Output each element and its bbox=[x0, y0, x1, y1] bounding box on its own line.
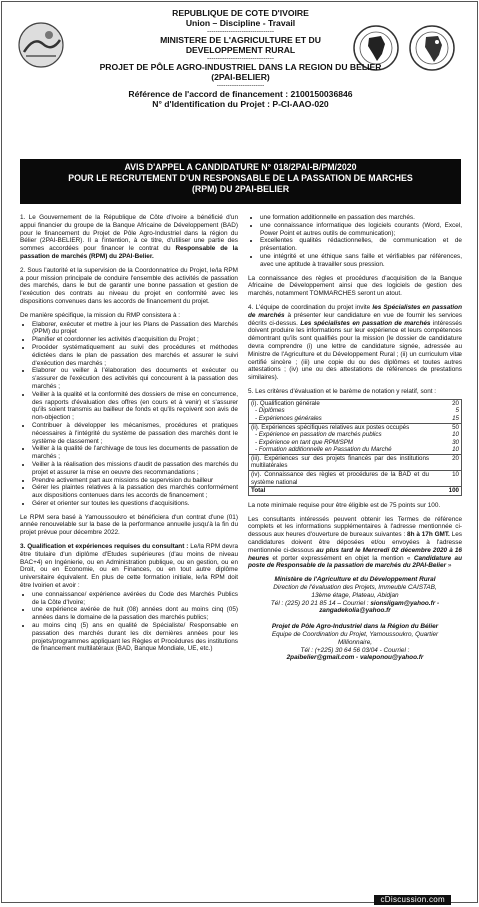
notice-title-banner bbox=[20, 159, 461, 204]
contact-address: Direction de l'évaluation des Projets, Immeuble CAISTAB, bbox=[273, 584, 437, 592]
list-item: • Contribuer à développer les mécanismes, procédures et pratiques nécessaires à l'intégrité du système de passation des marchés dont le système de classement ; bbox=[32, 422, 238, 445]
contact-phone-email: Tél : (225) 20 21 85 14 – Courriel : sionsligam@yahoo.fr - bbox=[270, 599, 440, 607]
contact-address: Millionnaire, bbox=[337, 638, 373, 646]
criterion-points: 10 bbox=[452, 431, 459, 439]
tasks-intro: De manière spécifique, la mission du RMP consistera à : bbox=[20, 311, 181, 319]
table-row bbox=[249, 431, 462, 439]
criterion-label: (ii). Expériences spécifiques relatives aux postes occupés bbox=[249, 423, 432, 431]
criterion-points: 30 bbox=[452, 438, 459, 446]
list-item: • Elaborer, exécuter et mettre à jour les Plans de Passation des Marchés (PPM) du projet bbox=[32, 321, 238, 337]
qualifications-list bbox=[20, 591, 238, 653]
list-item: • une formation additionnelle en passation des marchés. bbox=[260, 214, 462, 222]
right-column bbox=[248, 214, 462, 670]
contact-email[interactable]: zangadekolia@yahoo.fr bbox=[319, 607, 391, 615]
list-item: • Gérer et orienter sur toutes les questions d'acquisitions. bbox=[32, 500, 238, 508]
criterion-label: - Expériences générales bbox=[255, 414, 322, 422]
criterion-label: Total bbox=[249, 487, 432, 496]
list-item: • Elaborer ou veiller à l'élaboration des documents et exécuter ou s'assurer de l'exécution des activités qui concourent à la passation des marchés ; bbox=[32, 367, 238, 390]
section-1: 1. Le Gouvernement de la République de Côte d'Ivoire a bénéficié d'un appui financier du groupe de la Banque Africaine de Développement (BAD) pour le financement du Projet de Pôle Agro-Industriel dans la région du Bélier (2PAI-BELIER). Il a l'intention, à ce titre, d'utiliser une partie des sommes accordées pour financer le contrat du Responsable de la passation de marchés (RPM) du 2PAI-Belier. bbox=[20, 214, 238, 260]
criterion-label: - Formation additionnelle en Passation du Marché bbox=[255, 446, 392, 454]
banner-line-2: POUR LE RECRUTEMENT D'UN RESPONSABLE DE LA PASSATION DE MARCHES bbox=[68, 173, 413, 183]
contact-project bbox=[248, 623, 462, 662]
contact-phone: Tél : (+225) 30 64 56 03/04 - Courriel : bbox=[300, 646, 410, 654]
criterion-points: 10 bbox=[431, 471, 462, 487]
table-row bbox=[249, 471, 462, 487]
separator: ------------------------------- bbox=[206, 55, 275, 62]
financing-reference: Référence de l'accord de financement : 2100150036846 bbox=[128, 89, 353, 99]
table-row bbox=[249, 487, 462, 496]
list-item: • Veiller à la réalisation des missions d'audit de passation des marchés du projet et assurer la mise en oeuvre des recommandations ; bbox=[32, 461, 238, 477]
contact-title: Projet de Pôle Agro-Industriel dans la Région du Bélier bbox=[271, 623, 439, 631]
criterion-label: - Diplômes bbox=[255, 407, 285, 415]
section-5: 5. Les critères d'évaluation et le barème de notation y relatif, sont : bbox=[248, 387, 437, 395]
list-item: • Planifier et coordonner les activités d'acquisition du Projet ; bbox=[32, 336, 238, 344]
tasks-list bbox=[20, 321, 238, 508]
section-3: 3. Qualification et expériences requises du consultant : Le/la RPM devra être titulaire d'un diplôme d'Etudes supérieures (d'au moins de niveau BAC+4) en Ingénierie, ou en Administration publique, ou en gestion, ou en Droit, ou en Economie, ou en Finances, ou en tout autre diplôme universitaire équivalent. En plus de cette formation initiale, le/la RPM doit être Ivoirien et avoir : bbox=[20, 543, 238, 590]
list-item: • au moins cinq (5) ans en qualité de Spécialiste/ Responsable en passation des marchés durant les dix dernières années pour les projets/programmes appliquant les Règles et Procédures des institutions de financement multilatéraux (BAD, Banque Mondiale, UE, etc.) bbox=[32, 622, 238, 653]
table-row bbox=[249, 454, 462, 470]
project-id: N° d'Identification du Projet : P-CI-AAO-020 bbox=[152, 99, 329, 109]
criterion-points: 15 bbox=[452, 414, 459, 422]
watermark-footer bbox=[2, 889, 479, 907]
contact-title: Ministère de l'Agriculture et du Développement Rural bbox=[274, 576, 436, 584]
list-item: • Procéder systématiquement au suivi des procédures et méthodes édictées dans le plan de passation des marchés et assurer le suivi d'exécution des marchés ; bbox=[32, 344, 238, 367]
criterion-label: - Expérience en passation de marchés publics bbox=[255, 431, 382, 439]
table-row bbox=[249, 446, 462, 454]
list-item: • une intégrité et une éthique sans faille et vérifiables par références, avec une aptitude à travailler sous pression. bbox=[260, 253, 462, 269]
contact-ministry bbox=[248, 576, 462, 615]
bad-knowledge-note: La connaissance des règles et procédures d'acquisition de la Banque Africaine de Développement ainsi que des logiciels de gestion des marchés, notamment TOMMARCHES seront un atout. bbox=[248, 274, 462, 298]
republic-line: REPUBLIQUE DE COTE D'IVOIRE bbox=[172, 8, 309, 18]
section-4: 4. L'équipe de coordination du projet invite les Spécialistes en passation de marchés à présenter leur candidature en vue de fournir les services décrits ci-dessus. Les spécialistes en passation de marchés intéressés doivent produire les informations sur leur expérience et leurs compétences démontrant qu'ils sont qualifiés pour la mission (le dossier de candidature devra comprendre (i) une lettre de candidature signée, adressée au Ministre de l'Agriculture et du Développement Rural ; (ii) un curriculum vitæ certifié sincère ; (iii) une copie du ou des diplômes et toutes autres attestations ; (iv) une ou des attestations de références de prestations similaires). bbox=[248, 303, 462, 382]
table-row bbox=[249, 423, 462, 431]
project-line-2: (2PAI-BELIER) bbox=[211, 72, 270, 82]
contract-terms: Le RPM sera basé à Yamoussoukro et bénéficiera d'un contrat d'une (01) année renouvelable sur la base de la performance annuelle jusqu'à la fin du projet prévue pour décembre 2022. bbox=[20, 513, 238, 537]
section-2: 2. Sous l'autorité et la supervision de la Coordonnatrice du Projet, le/la RPM a pour mission principale de conduire l'ensemble des activités de passation des marchés, dans le but de garantir une bonne passation et gestion de l'exécution des contrats au niveau du projet en conformité avec les dispositions convenues dans les accords de financement du projet. bbox=[20, 266, 238, 305]
criterion-label: (i). Qualification générale bbox=[251, 399, 320, 407]
min-score-note: La note minimale requise pour être éligible est de 75 points sur 100. bbox=[248, 501, 441, 509]
contact-address: Equipe de Coordination du Projet, Yamoussoukro, Quartier bbox=[271, 631, 439, 639]
list-item: • Veiller à la qualité et la conformité des dossiers de mise en concurrence, des rapports d'évaluation des offres (en cours et à venir) et s'assurer qu'ils soient transmis au bailleur de fonds et qu'ils reçoivent son avis de non-objection ; bbox=[32, 391, 238, 422]
qualifications-list-cont bbox=[248, 214, 462, 269]
tender-notice-page bbox=[1, 1, 478, 903]
criterion-points: 20 bbox=[452, 399, 459, 407]
list-item: • Gérer les plaintes relatives à la passation des marchés conformément aux dispositions contenues dans les accords de financement ; bbox=[32, 484, 238, 500]
criterion-label: (iii). Expériences sur des projets financés par des institutions multilatérales bbox=[249, 454, 432, 470]
project-line-1: PROJET DE PÔLE AGRO-INDUSTRIEL DANS LA REGION DU BELIER bbox=[99, 62, 382, 72]
document-header bbox=[2, 8, 479, 109]
criterion-points: 50 bbox=[431, 423, 462, 431]
criterion-points: 10 bbox=[452, 446, 459, 454]
table-row bbox=[249, 439, 462, 447]
criterion-label: (iv). Connaissance des règles et procédures de la BAD et du système national bbox=[249, 471, 432, 487]
criterion-points: 100 bbox=[431, 487, 462, 496]
criterion-points: 20 bbox=[431, 454, 462, 470]
separator: ---------------------- bbox=[216, 82, 265, 89]
list-item: • Excellentes qualités rédactionnelles, de communication et de présentation. bbox=[260, 237, 462, 253]
banner-line-1: AVIS D'APPEL A CANDIDATURE N° 018/2PAI-B/PM/2020 bbox=[124, 162, 357, 172]
list-item: • Prendre activement part aux missions de supervision du bailleur bbox=[32, 477, 238, 485]
ministry-line-1: MINISTERE DE L'AGRICULTURE ET DU bbox=[160, 35, 321, 45]
table-row bbox=[249, 407, 462, 415]
criterion-points: 5 bbox=[455, 407, 459, 415]
contact-email[interactable]: 2paibelier@gmail.com - valeponou@yahoo.fr bbox=[286, 654, 424, 662]
separator: ------------------------------- bbox=[206, 28, 275, 35]
criterion-label: - Expérience en tant que RPM/SPM bbox=[255, 438, 354, 446]
list-item: • une connaissance/ expérience avérées du Code des Marchés Publics de la Côte d'Ivoire; bbox=[32, 591, 238, 607]
list-item: • une connaissance informatique des logiciels courants (Word, Excel, Power Point et autres outils de communication); bbox=[260, 222, 462, 238]
ministry-line-2: DEVELOPPEMENT RURAL bbox=[185, 45, 296, 55]
site-watermark[interactable]: cDiscussion.com bbox=[374, 895, 451, 905]
table-row bbox=[249, 415, 462, 423]
table-row bbox=[249, 399, 462, 407]
motto-line: Union – Discipline - Travail bbox=[185, 18, 296, 28]
submission-instructions: Les consultants intéressés peuvent obtenir les Termes de référence complets et les informations supplémentaires à l'adresse mentionnée ci-dessous aux heures d'ouverture de bureaux suivantes : 8h à 17h GMT. Les candidatures doivent être déposées et/ou envoyées à l'adresse mentionnée ci-dessous au plus tard le Mercredi 02 décembre 2020 à 16 heures et porter expressément en objet la mention « Candidature au poste de Responsable de la passation de marchés du 2PAI-Belier » bbox=[248, 515, 462, 570]
list-item: • une expérience avérée de huit (08) années dont au moins cinq (05) années dans le domaine de la passation des marchés publics; bbox=[32, 606, 238, 622]
evaluation-criteria-table bbox=[248, 399, 462, 496]
banner-line-3: (RPM) DU 2PAI-BELIER bbox=[191, 184, 290, 194]
left-column bbox=[20, 214, 238, 659]
list-item: • Veiller à la qualité de l'archivage de tous les documents de passation de marchés ; bbox=[32, 445, 238, 461]
contact-address: 13ème étage, Plateau, Abidjan bbox=[311, 591, 399, 599]
